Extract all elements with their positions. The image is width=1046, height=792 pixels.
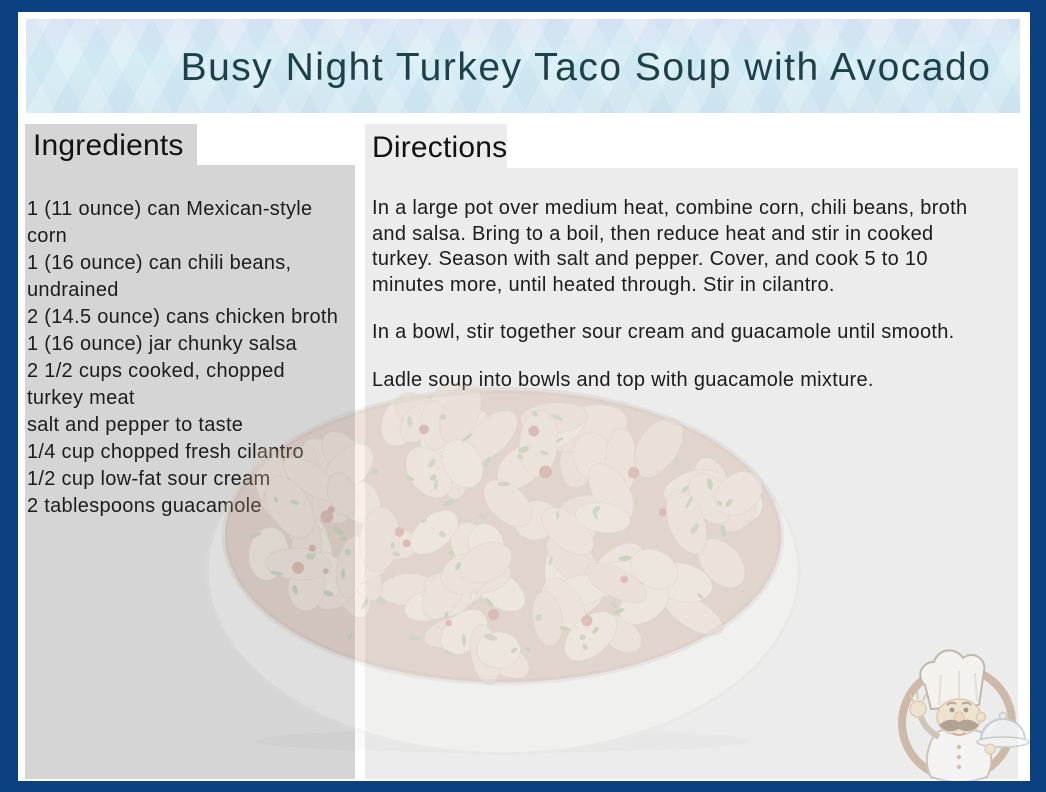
directions-panel [365,168,1018,779]
ingredient-item: 1/4 cup chopped fresh cilantro [27,441,304,463]
direction-step: In a bowl, stir together sour cream and guacamole until smooth. [372,321,955,343]
ingredient-item: 1 (16 ounce) jar chunky salsa [27,333,297,355]
ingredient-item: 2 (14.5 ounce) cans chicken broth [27,306,339,328]
title-banner [26,19,1020,113]
directions-steps [372,196,1018,393]
direction-step: In a large pot over medium heat, combine corn, chili beans, broth and salsa. Bring to a boil, then reduce heat and stir in cooked turkey. Season with salt and pepper. Cover, and cook 5 to 10 minutes more, until heated through. Stir in cilantro. [372,197,968,296]
recipe-title: Busy Night Turkey Taco Soup with Avocado [180,45,992,89]
directions-heading: Directions [372,131,508,164]
ingredients-list [27,196,355,520]
ingredients-heading: Ingredients [33,129,184,162]
ingredient-item: salt and pepper to taste [27,414,244,436]
directions-heading-box [365,124,507,168]
ingredient-item: 1 (16 ounce) can chili beans, undrained [27,252,292,301]
ingredients-panel [25,165,355,779]
ingredient-item: 2 1/2 cups cooked, chopped turkey meat [27,360,285,409]
ingredient-item: 1/2 cup low-fat sour cream [27,468,271,490]
ingredient-item: 2 tablespoons guacamole [27,495,262,517]
ingredient-item: 1 (11 ounce) can Mexican-style corn [27,198,313,247]
direction-step: Ladle soup into bowls and top with guacamole mixture. [372,368,874,391]
ingredients-heading-box [25,124,197,165]
